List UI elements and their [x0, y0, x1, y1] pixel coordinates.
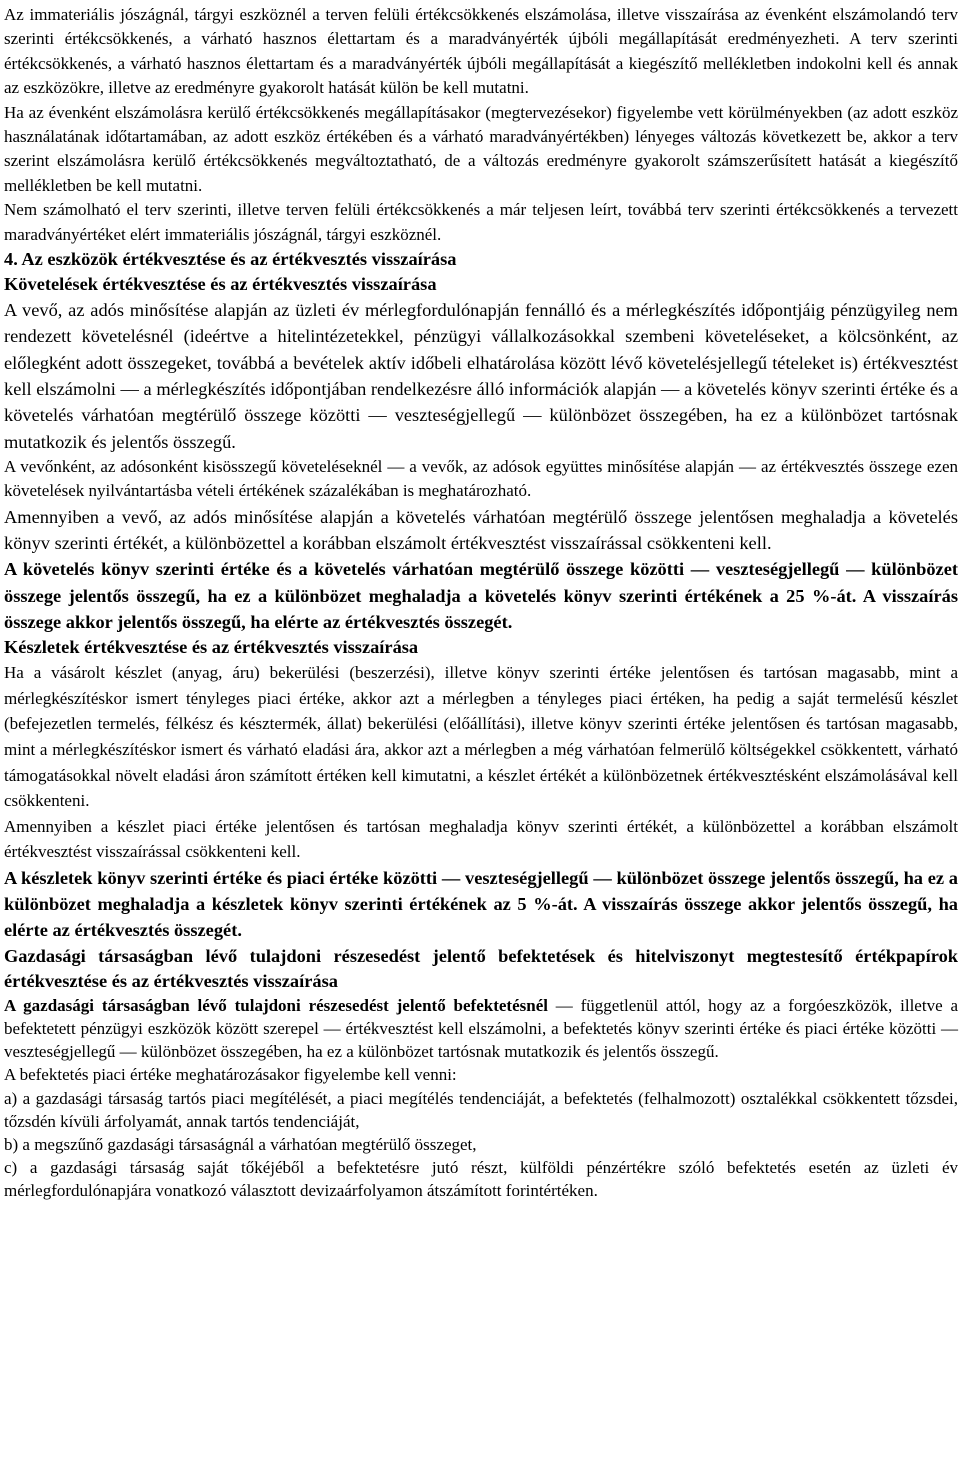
list-item-c: c) a gazdasági társaság saját tőkéjéből a befektetésre jutó részt, külföldi pénzértékre szóló befektetés esetén az üzleti év mérlegfordulónapjára vonatkozó választott devizaárfolyamon átszámított forintértéken. [4, 1158, 958, 1201]
list-item-a: a) a gazdasági társaság tartós piaci megítélését, a piaci megítélés tendenciáját, a befektetés (felhalmozott) osztalékkal csökkentett tőzsdei, tőzsdén kívüli árfolyamát, annak tartós tendenciáját, [4, 1088, 958, 1131]
paragraph-keszlet-jelentos-bold: A készletek könyv szerinti értéke és piaci értéke közötti — veszteségjellegű — különbözet összege jelentős összegű, ha ez a különbözet meghaladja a készletek könyv szerinti értékének az 5 %-át. A visszaírás összege akkor jelentős összegű, ha elérte az értékvesztés összegét. [4, 867, 958, 941]
paragraph-reszesedes [4, 994, 958, 1064]
paragraph-vevo-minositese: A vevő, az adós minősítése alapján az üzleti év mérlegfordulónapján fennálló és a mérlegkészítés időpontjáig pénzügyileg nem rendezett követelésnél (ideértve a hitelintézetekkel, pénzügyi vállalkozásokkal szembeni követeléseket, a kölcsönként, az előlegként adott összegeket, továbbá a bevételek aktív időbeli elhatárolása között lévő követelésjellegű tételeket is) értékvesztést kell elszámolni — a mérlegkészítés időpontjában rendelkezésre álló információk alapján — a követelés könyv szerinti értéke és a követelés várhatóan megtérülő összege közötti — veszteségjellegű — különbözet összegében, ha ez a különbözet tartósnak mutatkozik és jelentős összegű. [4, 300, 958, 452]
paragraph-keszlet-visszairas: Amennyiben a készlet piaci értéke jelentősen és tartósan meghaladja könyv szerinti értékét, a különbözettel a korábban elszámolt értékvesztést visszaírással csökkenteni kell. [4, 816, 958, 862]
paragraph-reszesedes-bold: A gazdasági társaságban lévő tulajdoni részesedést jelentő befektetésnél [4, 995, 548, 1015]
subheading-keszletek: Készletek értékvesztése és az értékvesztés visszaírása [4, 637, 419, 658]
subheading-gazdasagi-tarsasag: Gazdasági társaságban lévő tulajdoni részesedést jelentő befektetések és hitelviszonyt megtestesítő értékpapírok értékvesztése és az értékvesztés visszaírása [4, 945, 958, 991]
paragraph-reszesedes-rest: — függetlenül attól, hogy az a forgóeszközök, illetve a befektetett pénzügyi eszközök között szerepel — értékvesztést kell elszámolni, a befektetés könyv szerinti értéke és piaci értéke közötti — veszteségjellegű — különbözet összegében, ha ez a különbözet tartósnak mutatkozik és jelentős összegű. [4, 995, 958, 1062]
list-item-b: b) a megszűnő gazdasági társaságnál a várhatóan megtérülő összeget, [4, 1135, 477, 1154]
paragraph-nem-szamolhato: Nem számolható el terv szerinti, illetve terven felüli értékcsökkenés a már teljesen leírt, továbbá terv szerinti értékcsökkenés a tervezett maradványértéket elért immateriális jószágnál, tárgyi eszköznél. [4, 200, 958, 244]
paragraph-visszairas-kovetelés: Amennyiben a vevő, az adós minősítése alapján a követelés várhatóan megtérülő összege jelentősen meghaladja a követelés könyv szerinti értékét, a különbözettel a korábban elszámolt értékvesztést visszaírással csökkenteni kell. [4, 506, 958, 553]
paragraph-piaci-ertek: A befektetés piaci értéke meghatározásakor figyelembe kell venni: [4, 1065, 457, 1085]
section-heading-4: 4. Az eszközök értékvesztése és az értékvesztés visszaírása [4, 249, 457, 270]
document-page [4, 0, 958, 1203]
subheading-kovetelesek: Követelések értékvesztése és az értékvesztés visszaírása [4, 274, 437, 295]
paragraph-kovetelés-jelentos-bold: A követelés könyv szerinti értéke és a követelés várhatóan megtérülő összege közötti — veszteségjellegű — különbözet összege jelentős összegű, ha ez a különbözet meghaladja a követelés könyv szerinti értékének a 25 %-át. A visszaírás összege akkor jelentős összegű, ha elérte az értékvesztés összegét. [4, 559, 958, 632]
paragraph-vasarolt-keszlet: Ha a vásárolt készlet (anyag, áru) bekerülési (beszerzési), illetve könyv szerinti értéke jelentősen és tartósan magasabb, mint a mérlegkészítéskor ismert tényleges piaci értéke, akkor azt a mérlegben a tényleges piaci értéken, ha pedig a saját termelésű készlet (befejezetlen termelés, félkész és késztermék, állat) bekerülési (előállítási), illetve könyv szerinti értéke jelentősen és tartósan magasabb, mint a mérlegkészítéskor ismert és várható eladási ára, akkor azt a mérlegben a még várhatóan felmerülő költségekkel csökkentett, várható támogatásokkal növelt eladási áron számított értéken kell kimutatni, a készlet értékét a különbözetnek értékvesztésként elszámolásával kell csökkenteni. [4, 663, 958, 811]
paragraph-kisosszegu: A vevőnként, az adósonként kisösszegű követeléseknél — a vevők, az adósok együttes minősítése alapján — az értékvesztés összege ezen követelések nyilvántartásba vételi értékének százalékában is meghatározható. [4, 456, 958, 501]
paragraph-evenkent-elszamolas: Ha az évenként elszámolásra kerülő értékcsökkenés megállapításakor (megtervezésekor) figyelembe vett körülményekben (az adott eszköz használatának időtartamában, az adott eszköz értékében és a várható maradványértékben) lényeges változás következett be, akkor a terv szerint elszámolásra kerülő értékcsökkenés megváltoztatható, de a változás eredményre gyakorolt számszerűsített hatását a kiegészítő mellékletben be kell mutatni. [4, 102, 958, 195]
paragraph-terven-feluli: Az immateriális jószágnál, tárgyi eszköznél a terven felüli értékcsökkenés elszámolása, illetve visszaírása az évenként elszámolandó terv szerinti értékcsökkenés, a várható hasznos élettartam és a maradványérték újbóli megállapítását eredményezheti. A terv szerinti értékcsökkenés, a várható hasznos élettartam és a maradványérték újbóli megállapítását a kiegészítő mellékletben indokolni kell és annak az eszközökre, illetve az eredményre gyakorolt hatását külön be kell mutatni. [4, 5, 958, 98]
